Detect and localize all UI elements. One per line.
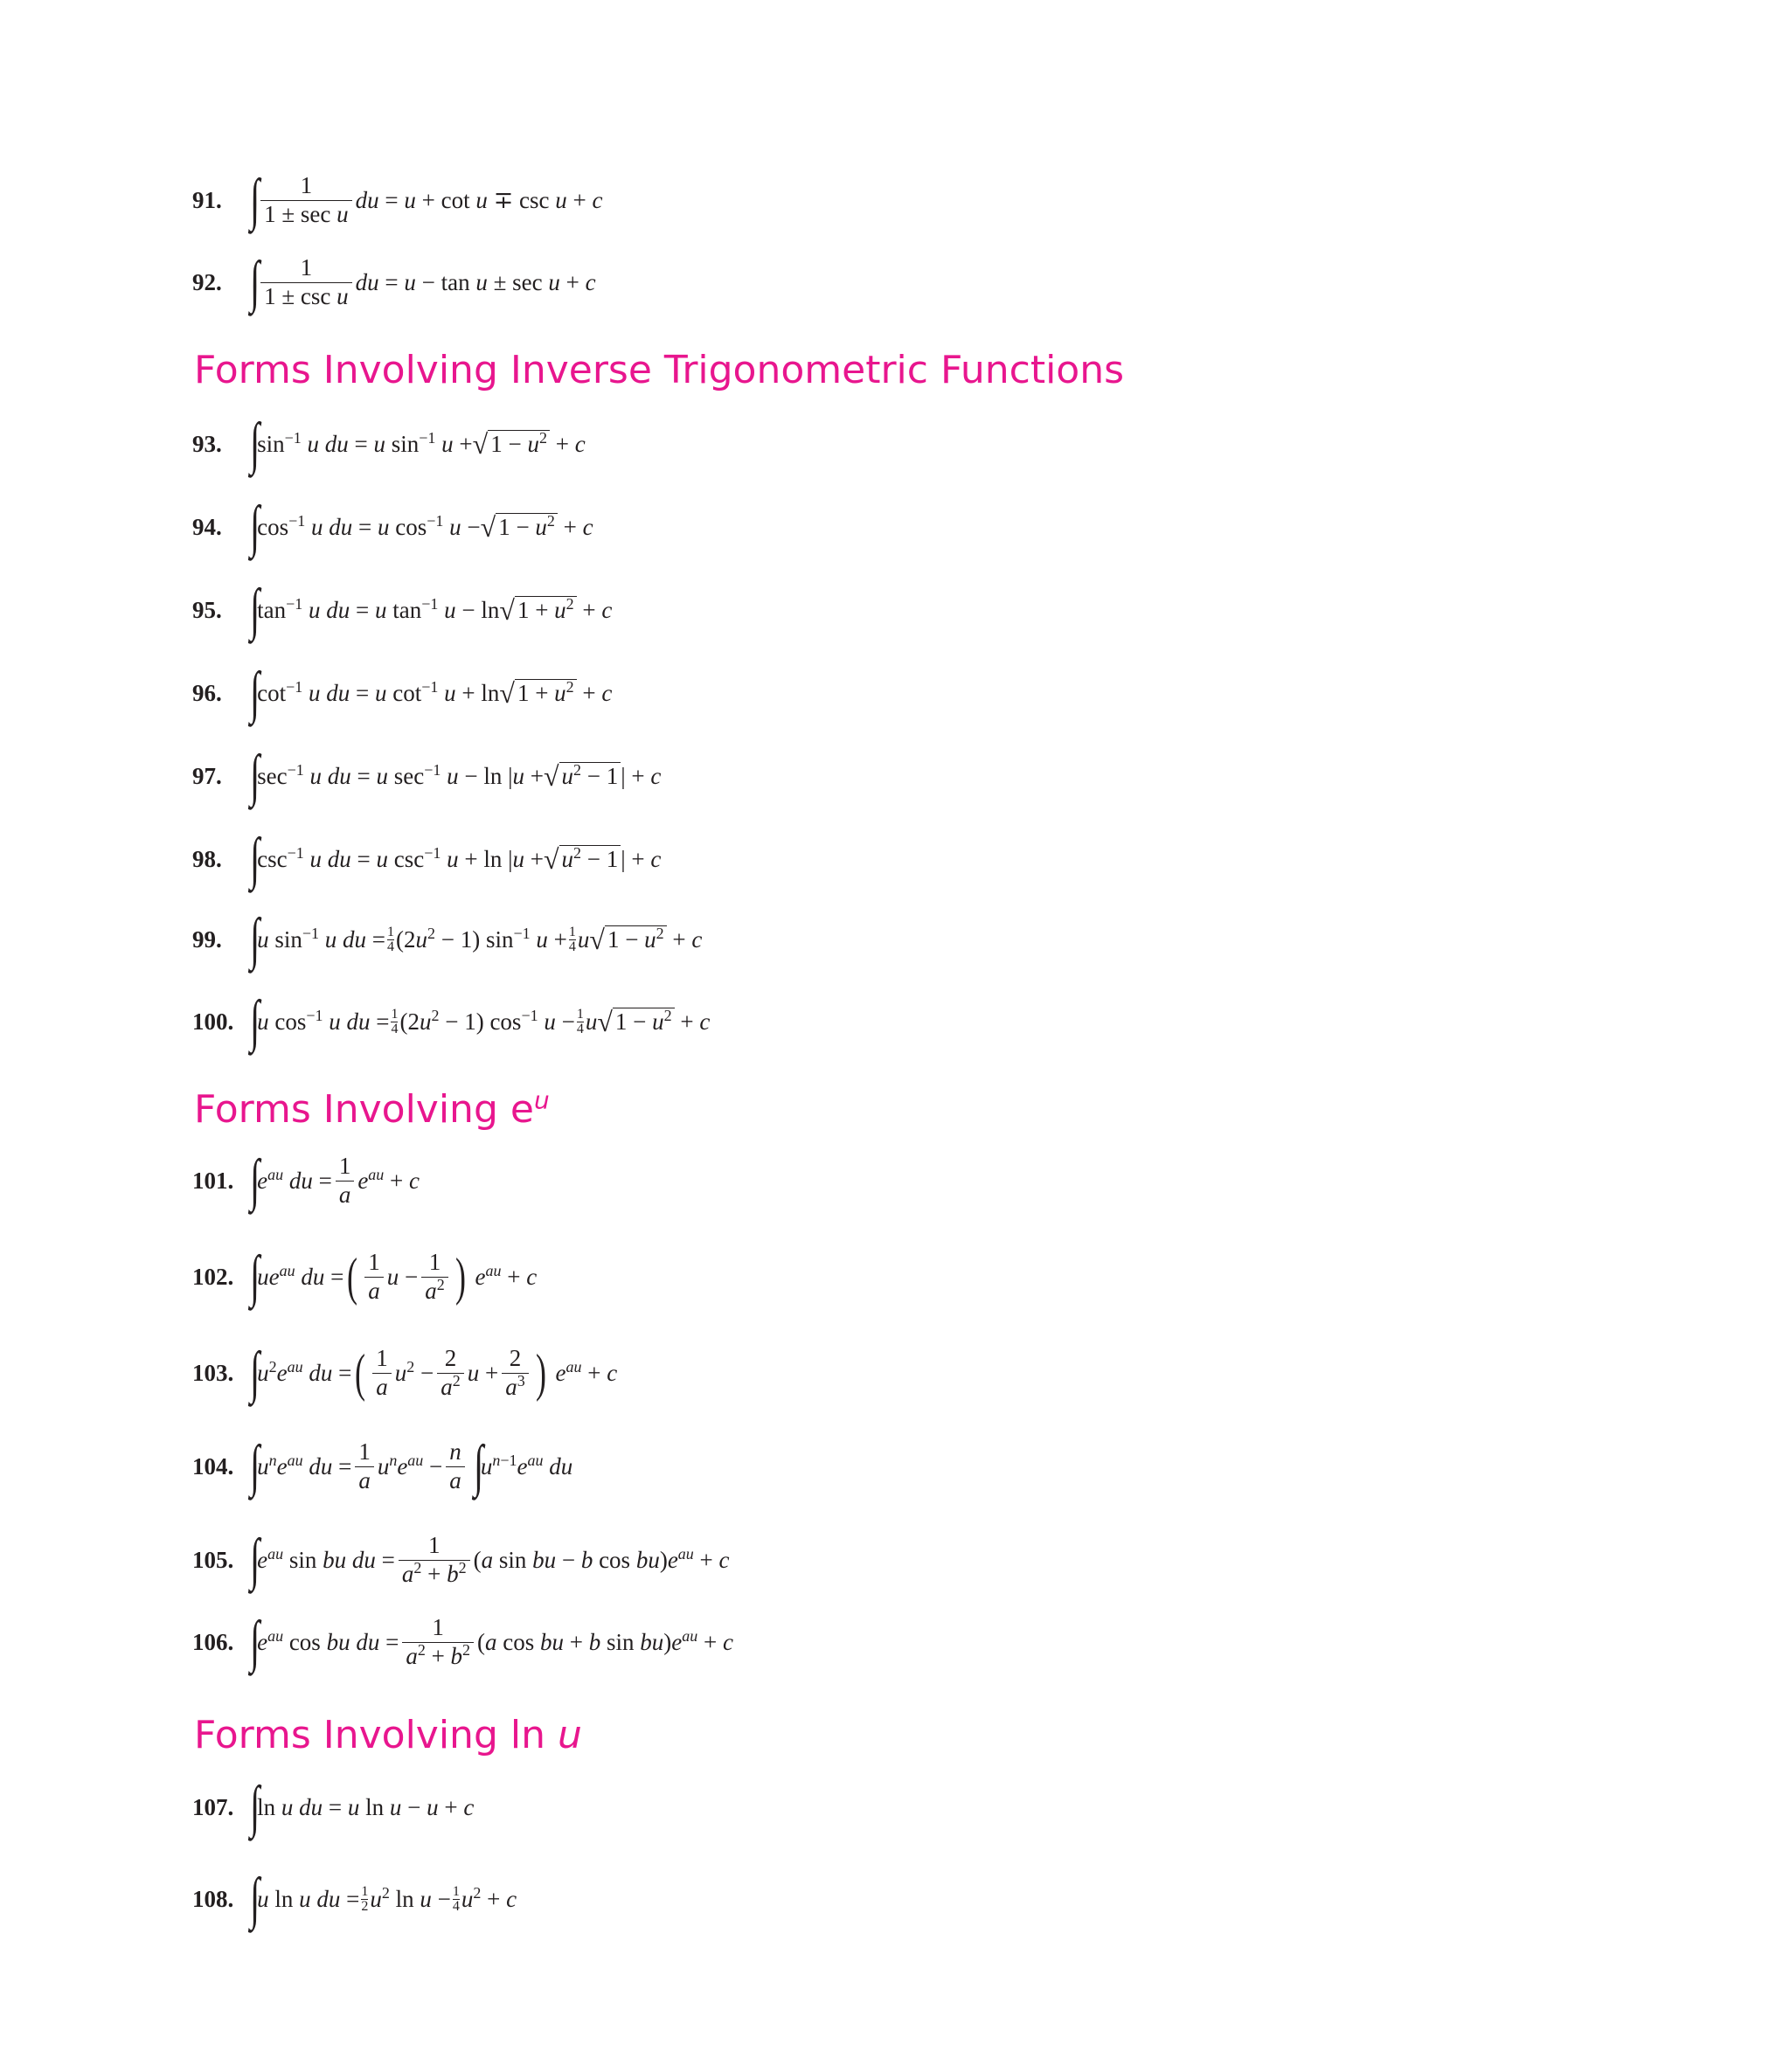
- integral-sign-icon: ∫: [250, 250, 260, 314]
- formula-body: $\frac{1}{\text{1 ± csc u}}$ du = u − tan u ± sec u + c: [257, 254, 596, 309]
- formula-body: u ln u du = $\frac{1}{2}$ $u^2$ ln u − $\frac{1}{4}$ $u^2 + c$: [257, 1883, 517, 1914]
- integral-sign-icon: ∫: [250, 1610, 260, 1674]
- formula-91: [192, 168, 603, 232]
- heading-variable: u: [557, 1713, 582, 1757]
- formula-body: $e^{au}$ du = $\frac{1}{a}$ $e^{au} + c$: [257, 1153, 420, 1208]
- formula-103: [192, 1341, 618, 1404]
- integral-sign-icon: ∫: [250, 744, 260, 807]
- formula-number: 101.: [192, 1167, 234, 1194]
- formula-body: $e^{au}$ cos bu du = $\frac{1}{a^2 + b^2}$ (a cos bu + b $\sin bu)e^{au} + c$: [257, 1614, 733, 1669]
- formula-body: $\cot^{-1} u$ du = u $\cot^{-1} u + \ln$ √ $1 + u^2$ + c: [257, 677, 613, 709]
- formula-number: 92.: [192, 268, 222, 295]
- formula-107: [192, 1775, 475, 1839]
- formula-94: [192, 495, 593, 558]
- heading-text: Forms Involving e: [194, 1087, 534, 1132]
- formula-body: $\csc^{-1} u$ du = u $\csc^{-1} u + \ln |u$ + √ $u^2 - 1$ | + c: [257, 843, 662, 875]
- integral-sign-icon: ∫: [250, 989, 260, 1053]
- integral-sign-icon: ∫: [250, 907, 260, 971]
- heading-superscript: u: [533, 1085, 550, 1115]
- integral-sign-icon: ∫: [250, 1775, 260, 1839]
- formula-106: [192, 1610, 733, 1674]
- formula-body: $ue^{au}$ du = ( $\frac{1}{a}$ u − $\frac{1}{a^2}$ ) $e^{au} + c$: [257, 1248, 538, 1306]
- formula-number: 105.: [192, 1546, 234, 1573]
- formula-97: [192, 744, 662, 807]
- formula-92: [192, 250, 596, 314]
- integral-sign-icon: ∫: [250, 661, 260, 724]
- integral-sign-icon: ∫: [250, 412, 260, 475]
- formula-body: $u^2e^{au}$ du = ( $\frac{1}{a}$ $u^2$ − $\frac{2}{a^2}$ u + $\frac{2}{a^3}$ ) $e^{au} + c$: [257, 1344, 618, 1402]
- formula-number: 98.: [192, 845, 222, 872]
- integral-sign-icon: ∫: [250, 1867, 260, 1930]
- formula-number: 106.: [192, 1628, 234, 1655]
- formula-body: $\sin^{-1} u$ du = u $\sin^{-1} u$ + √ $1 - u^2$ + c: [257, 428, 586, 460]
- formula-number: 108.: [192, 1885, 234, 1912]
- integral-sign-icon: ∫: [250, 168, 260, 232]
- formula-number: 107.: [192, 1793, 234, 1820]
- formula-body: $u^ne^{au}$ du = $\frac{1}{a}$ $u^ne^{au}$ − $\frac{n}{a}$ ∫ $u^{n-1}e^{au}$ du: [257, 1434, 573, 1498]
- formula-body: $e^{au}$ sin bu du = $\frac{1}{a^2 + b^2}$ (a sin bu − b $\cos bu)e^{au} + c$: [257, 1532, 730, 1587]
- formula-number: 104.: [192, 1452, 234, 1480]
- section-heading-exponential: [194, 1087, 550, 1132]
- section-heading-logarithm: [194, 1713, 582, 1757]
- formula-number: 94.: [192, 513, 222, 540]
- formula-body: $\sec^{-1} u$ du = u $\sec^{-1} u - \ln |u$ + √ $u^2 - 1$ | + c: [257, 760, 662, 792]
- integral-sign-icon: ∫: [250, 1148, 260, 1212]
- formula-108: [192, 1867, 517, 1930]
- integral-sign-icon: ∫: [250, 1528, 260, 1591]
- formula-101: [192, 1148, 420, 1212]
- formula-99: [192, 907, 703, 971]
- formula-body: u $\sin^{-1} u$ du = $\frac{1}{4}$ $(2u^2 - 1)$ $\sin^{-1} u$ + $\frac{1}{4}$ u √ $1 - u^2$ + c: [257, 924, 703, 955]
- formula-number: 97.: [192, 762, 222, 789]
- formula-105: [192, 1528, 730, 1591]
- formula-100: [192, 989, 711, 1053]
- formula-95: [192, 578, 613, 641]
- formula-93: [192, 412, 586, 475]
- formula-body: u $\cos^{-1} u$ du = $\frac{1}{4}$ $(2u^2 - 1)$ $\cos^{-1} u$ − $\frac{1}{4}$ u √ $1 - u^2$ + c: [257, 1006, 711, 1037]
- heading-text: Forms Involving ln: [194, 1713, 558, 1757]
- formula-number: 100.: [192, 1008, 234, 1035]
- formula-body: $\cos^{-1} u$ du = u $\cos^{-1} u$ − √ $1 - u^2$ + c: [257, 511, 593, 543]
- formula-body: $\frac{1}{\text{1 ± sec u}}$ du = u + cot u ∓ csc u + c: [257, 172, 602, 227]
- formula-number: 91.: [192, 186, 222, 213]
- formula-number: 95.: [192, 596, 222, 623]
- formula-number: 99.: [192, 925, 222, 953]
- formula-102: [192, 1244, 538, 1308]
- formula-body: ln u du = u ln u − u + c: [257, 1793, 475, 1820]
- formula-number: 103.: [192, 1359, 234, 1386]
- integral-sign-icon: ∫: [250, 1244, 260, 1308]
- section-heading-inverse-trig: Forms Involving Inverse Trigonometric Functions: [194, 348, 1125, 392]
- integral-sign-icon: ∫: [250, 827, 260, 890]
- integral-sign-icon: ∫: [250, 1341, 260, 1404]
- formula-number: 93.: [192, 430, 222, 457]
- integral-sign-icon: ∫: [250, 495, 260, 558]
- formula-body: $\tan^{-1} u$ du = u $\tan^{-1} u - \ln$ √ $1 + u^2$ + c: [257, 594, 613, 626]
- formula-104: [192, 1434, 573, 1498]
- formula-number: 96.: [192, 679, 222, 706]
- formula-number: 102.: [192, 1263, 234, 1290]
- integral-sign-icon: ∫: [250, 1434, 260, 1498]
- integral-sign-icon: ∫: [250, 578, 260, 641]
- integral-sign-icon: ∫: [473, 1434, 483, 1498]
- formula-96: [192, 661, 613, 724]
- formula-98: [192, 827, 662, 890]
